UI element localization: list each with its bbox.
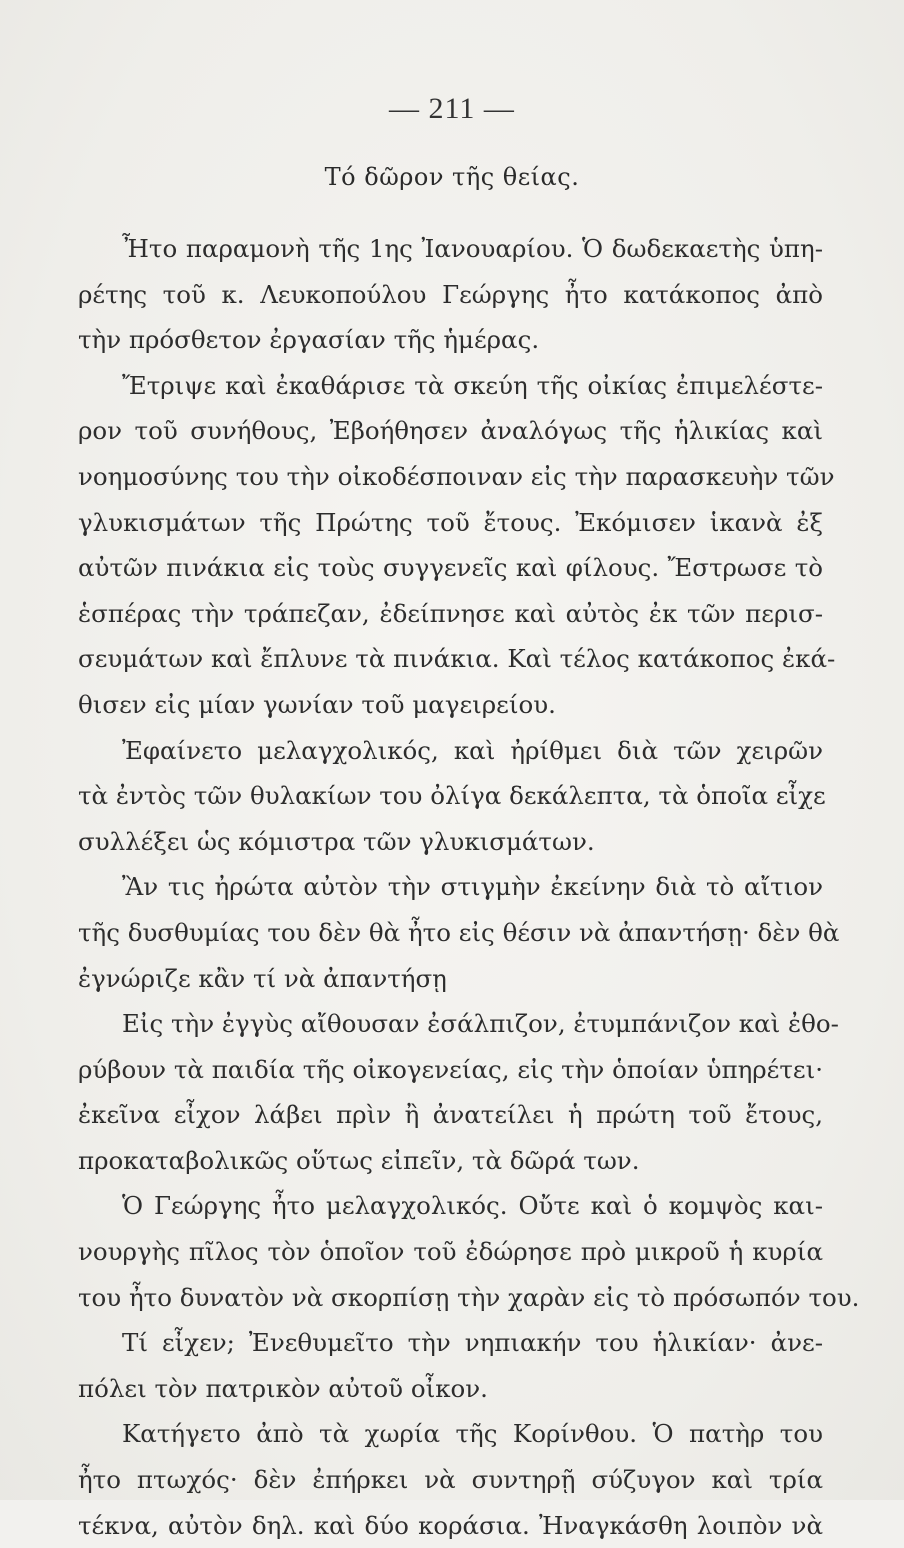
- text-line: του ἦτο δυνατὸν νὰ σκορπίσῃ τὴν χαρὰν εἰς τὸ πρόσωπόν του.: [78, 1282, 860, 1312]
- text-line: συλλέξει ὡς κόμιστρα τῶν γλυκισμάτων.: [78, 826, 595, 856]
- body-text: [78, 226, 860, 1548]
- text-line: τὴν πρόσθετον ἐργασίαν τῆς ἡμέρας.: [78, 325, 540, 355]
- text-line: θισεν εἰς μίαν γωνίαν τοῦ μαγειρείου.: [78, 689, 556, 719]
- text-line: Ἂν τις ἠρώτα αὐτὸν τὴν στιγμὴν ἐκείνην διὰ τὸ αἴτιον: [122, 872, 823, 902]
- text-line: ρύβουν τὰ παιδία τῆς οἰκογενείας, εἰς τὴν ὁποίαν ὑπηρέτει·: [78, 1054, 823, 1084]
- text-line: τὰ ἐντὸς τῶν θυλακίων του ὀλίγα δεκάλεπτα, τὰ ὁποῖα εἶχε: [78, 781, 826, 811]
- page-number: — 211 —: [389, 92, 515, 125]
- text-line: Ὁ Γεώργης ἦτο μελαγχολικός. Οὔτε καὶ ὁ κομψὸς και-: [122, 1191, 823, 1221]
- text-line: τῆς δυσθυμίας του δὲν θὰ ἦτο εἰς θέσιν νὰ ἀπαντήσῃ· δὲν θὰ: [78, 917, 840, 947]
- text-line: σευμάτων καὶ ἔπλυνε τὰ πινάκια. Καὶ τέλος κατάκοπος ἐκά-: [78, 644, 836, 674]
- text-line: ἑσπέρας τὴν τράπεζαν, ἐδείπνησε καὶ αὐτὸς ἐκ τῶν περισ-: [78, 598, 823, 628]
- text-line: ρον τοῦ συνήθους, Ἐβοήθησεν ἀναλόγως τῆς ἡλικίας καὶ: [78, 416, 823, 446]
- text-line: ρέτης τοῦ κ. Λευκοπούλου Γεώργης ἦτο κατάκοπος ἀπὸ: [78, 279, 823, 309]
- text-line: ἐγνώριζε κἂν τί νὰ ἀπαντήσῃ: [78, 963, 447, 993]
- text-line: Ἔτριψε καὶ ἐκαθάρισε τὰ σκεύη τῆς οἰκίας ἐπιμελέστε-: [122, 370, 823, 400]
- text-line: αὐτῶν πινάκια εἰς τοὺς συγγενεῖς καὶ φίλους. Ἔστρωσε τὸ: [78, 553, 823, 583]
- text-line: γλυκισμάτων τῆς Πρώτης τοῦ ἔτους. Ἐκόμισεν ἱκανὰ ἐξ: [78, 507, 823, 537]
- text-line: Ἦτο παραμονὴ τῆς 1ης Ἰανουαρίου. Ὁ δωδεκαετὴς ὑπη-: [122, 234, 823, 263]
- text-line: Εἰς τὴν ἐγγὺς αἴθουσαν ἐσάλπιζον, ἐτυμπάνιζον καὶ ἐθο-: [122, 1009, 839, 1039]
- text-line: ἐκεῖνα εἶχον λάβει πρὶν ἢ ἀνατείλει ἡ πρώτη τοῦ ἔτους,: [78, 1100, 823, 1130]
- text-line: Τί εἶχεν; Ἐνεθυμεῖτο τὴν νηπιακήν του ἡλικίαν· ἀνε-: [122, 1328, 823, 1358]
- text-line: Κατήγετο ἀπὸ τὰ χωρία τῆς Κορίνθου. Ὁ πατὴρ του: [122, 1419, 823, 1449]
- text-line: ἦτο πτωχός· δὲν ἐπήρκει νὰ συντηρῇ σύζυγον καὶ τρία: [78, 1465, 823, 1495]
- text-line: προκαταβολικῶς οὕτως εἰπεῖν, τὰ δῶρά των.: [78, 1145, 640, 1175]
- chapter-title: Τό δῶρον τῆς θείας.: [324, 163, 580, 191]
- text-line: νοημοσύνης του τὴν οἰκοδέσποιναν εἰς τὴν παρασκευὴν τῶν: [78, 461, 835, 491]
- text-line: τέκνα, αὐτὸν δηλ. καὶ δύο κοράσια. Ἠναγκάσθη λοιπὸν νὰ: [78, 1510, 823, 1540]
- text-line: νουργὴς πῖλος τὸν ὁποῖον τοῦ ἐδώρησε πρὸ μικροῦ ἡ κυρία: [78, 1237, 823, 1267]
- text-line: πόλει τὸν πατρικὸν αὐτοῦ οἶκον.: [78, 1373, 488, 1403]
- text-line: Ἐφαίνετο μελαγχολικός, καὶ ἠρίθμει διὰ τῶν χειρῶν: [122, 735, 823, 765]
